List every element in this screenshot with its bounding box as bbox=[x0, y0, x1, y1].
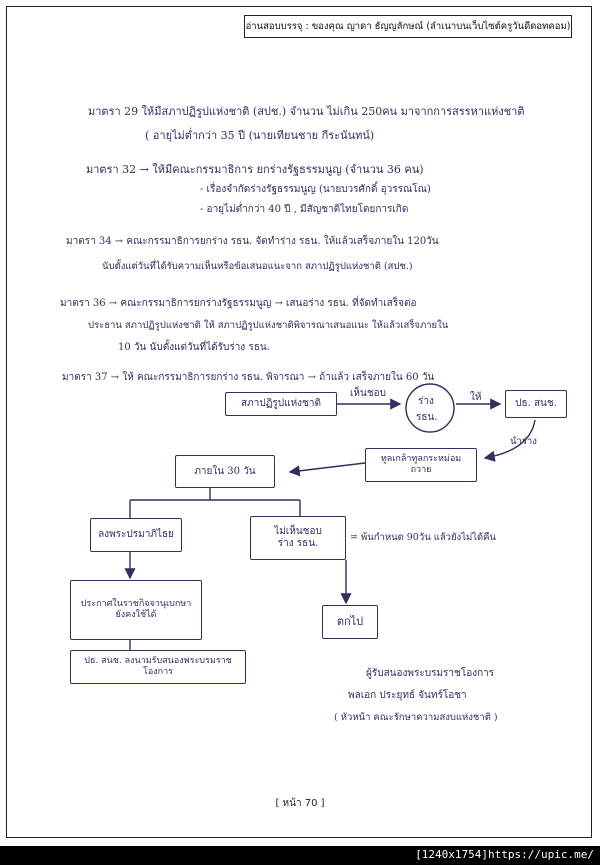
arrow-label-submit: นำร่าง bbox=[510, 436, 537, 447]
box-not-approved bbox=[250, 516, 346, 560]
image-info-bar bbox=[0, 846, 600, 865]
box-countersign-line-2: โองการ bbox=[143, 667, 173, 677]
box-royal-submission-line-2: ถวาย bbox=[410, 465, 432, 475]
page-number: [ หน้า 70 ] bbox=[275, 798, 325, 809]
arrow-label-approve: เห็นชอบ bbox=[350, 388, 386, 399]
box-lapsed-label: ตกไป bbox=[336, 615, 364, 629]
note-90-days: = พ้นกำหนด 90วัน แล้วยังไม่ได้คืน bbox=[350, 532, 497, 543]
box-within-30-days-label: ภายใน 30 วัน bbox=[194, 465, 256, 477]
box-royal-assent bbox=[90, 518, 182, 552]
box-reform-council bbox=[225, 392, 337, 416]
box-announce-gazette bbox=[70, 580, 202, 640]
section-29-line-2: ( อายุไม่ต่ำกว่า 35 ปี (นายเทียนชาย กีระนันทน์) bbox=[145, 129, 375, 142]
header-title: อ่านสอบบรรจุ : ของคุณ ญาดา ธัญญลักษณ์ (ลำเนาบนเว็บไซต์ครูวันดีดอทคอม) bbox=[245, 21, 571, 32]
box-within-30-days bbox=[175, 455, 275, 488]
box-royal-submission-line-1: ทูลเกล้าทูลกระหม่อม bbox=[380, 454, 462, 465]
section-34-line-2: นับตั้งแต่วันที่ได้รับความเห็นหรือข้อเสนอแนะจาก สภาปฏิรูปแห่งชาติ (สปช.) bbox=[102, 261, 413, 272]
section-37-line-1: มาตรา 37 → ให้ คณะกรรมาธิการยกร่าง รธน. พิจารณา → ถ้าแล้ว เสร็จภายใน 60 วัน bbox=[62, 372, 435, 383]
image-info-text[interactable]: [1240x1754]https://upic.me/ bbox=[415, 848, 594, 861]
draft-circle-label-2: รธน. bbox=[416, 412, 438, 423]
countersigner-position: ( หัวหน้า คณะรักษาความสงบแห่งชาติ ) bbox=[334, 712, 498, 723]
section-29-line-1: มาตรา 29 ให้มีสภาปฏิรูปแห่งชาติ (สปช.) จำนวน ไม่เกิน 250คน มาจากการสรรหาแห่งชาติ bbox=[88, 105, 525, 118]
box-countersign-line-1: ปธ. สนช. ลงนามรับสนองพระบรมราช bbox=[84, 656, 232, 667]
box-not-approved-line-2: ร่าง รธน. bbox=[277, 538, 319, 549]
box-lapsed bbox=[322, 605, 378, 639]
box-president-nla bbox=[505, 390, 567, 418]
section-36-line-3: 10 วัน นับตั้งแต่วันที่ได้รับร่าง รธน. bbox=[118, 342, 270, 353]
section-34-line-1: มาตรา 34 → คณะกรรมาธิการยกร่าง รธน. จัดทำร่าง รธน. ให้แล้วเสร็จภายใน 120วัน bbox=[66, 236, 439, 247]
box-royal-submission bbox=[365, 448, 477, 482]
draft-circle-label-1: ร่าง bbox=[418, 396, 434, 407]
arrow-royal-to-within bbox=[290, 463, 365, 472]
countersigner-name: พลเอก ประยุทธ์ จันทร์โอชา bbox=[348, 690, 467, 701]
box-announce-gazette-line-2: ยังคงใช้ได้ bbox=[115, 610, 157, 620]
box-announce-gazette-line-1: ประกาศในราชกิจจานุเบกษา bbox=[80, 599, 192, 610]
section-32-line-3: - อายุไม่ต่ำกว่า 40 ปี , มีสัญชาติไทยโดยการเกิด bbox=[200, 204, 409, 215]
countersigner-title: ผู้รับสนองพระบรมราชโองการ bbox=[366, 668, 495, 679]
section-36-line-1: มาตรา 36 → คณะกรรมาธิการยกร่างรัฐธรรมนูญ → เสนอร่าง รธน. ที่จัดทำเสร็จต่อ bbox=[60, 298, 417, 309]
arrow-label-give: ให้ bbox=[470, 392, 482, 403]
section-32-line-1: มาตรา 32 → ให้มีคณะกรรมาธิการ ยกร่างรัฐธรรมนูญ (จำนวน 36 คน) bbox=[86, 163, 424, 176]
box-countersign bbox=[70, 650, 246, 684]
section-32-line-2: - เรื่องจำกัดร่างรัฐธรรมนูญ (นายบวรศักดิ์ อุวรรณโณ) bbox=[200, 184, 431, 195]
box-reform-council-label: สภาปฏิรูปแห่งชาติ bbox=[241, 398, 321, 409]
box-not-approved-line-1: ไม่เห็นชอบ bbox=[274, 526, 322, 537]
box-royal-assent-label: ลงพระปรมาภิไธย bbox=[98, 529, 174, 540]
box-president-nla-label: ปธ. สนช. bbox=[515, 398, 557, 409]
section-36-line-2: ประธาน สภาปฏิรูปแห่งชาติ ให้ สภาปฏิรูปแห่งชาติพิจารณาเสนอแนะ ให้แล้วเสร็จภายใน bbox=[88, 320, 449, 331]
